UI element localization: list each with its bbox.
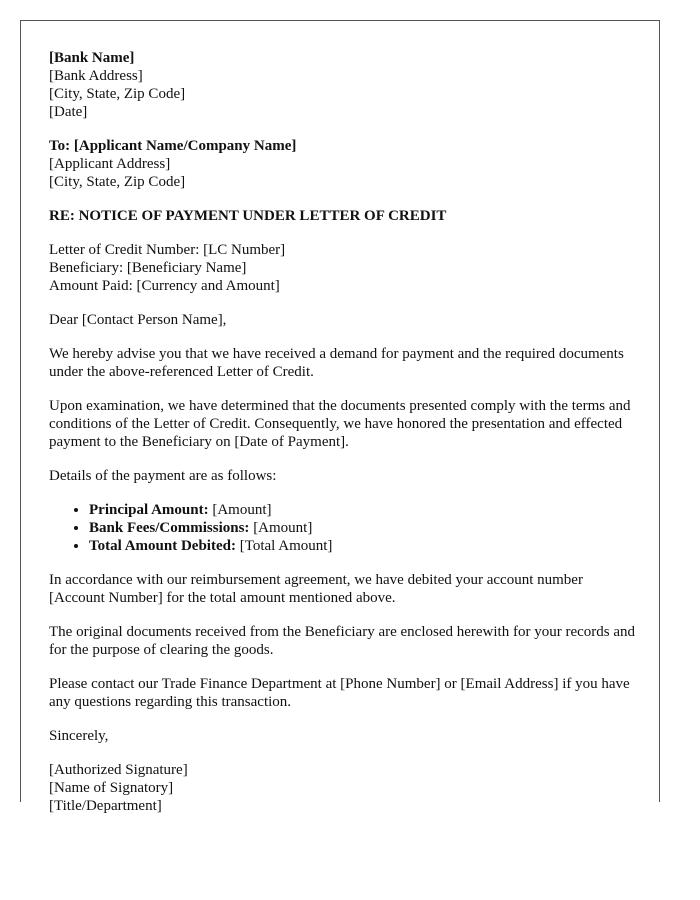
detail-label: Bank Fees/Commissions: [89,520,250,536]
list-item [89,519,639,537]
recipient-to-line: To: [Applicant Name/Company Name] [49,138,297,154]
letter-date: [Date] [49,104,88,120]
detail-value: [Total Amount] [235,538,333,554]
paragraph-contact: Please contact our Trade Finance Department at [Phone Number] or [Email Address] if you have any questions regarding this transaction. [49,676,630,710]
letter-page [20,20,660,814]
bank-address: [Bank Address] [49,68,143,84]
recipient-city-state-zip: [City, State, Zip Code] [49,174,186,190]
letter-content [49,49,639,831]
detail-value: [Amount] [249,520,313,536]
bank-city-state-zip: [City, State, Zip Code] [49,86,186,102]
amount-paid: Amount Paid: [Currency and Amount] [49,278,280,294]
salutation: Dear [Contact Person Name], [49,312,227,328]
closing: Sincerely, [49,728,109,744]
signature-block [49,761,639,815]
paragraph-details-intro: Details of the payment are as follows: [49,468,277,484]
reference-block [49,241,639,295]
sender-block [49,49,639,121]
paragraph-demand: We hereby advise you that we have received a demand for payment and the required documents under the above-referenced Letter of Credit. [49,346,624,380]
list-item [89,537,639,555]
paragraph-documents: The original documents received from the Beneficiary are enclosed herewith for your records and for the purpose of clearing the goods. [49,624,636,658]
recipient-block [49,137,639,191]
detail-label: Total Amount Debited: [89,538,236,554]
list-item [89,501,639,519]
bank-name: [Bank Name] [49,50,135,66]
subject-line: RE: NOTICE OF PAYMENT UNDER LETTER OF CREDIT [49,208,447,224]
signatory-name: [Name of Signatory] [49,780,174,796]
beneficiary: Beneficiary: [Beneficiary Name] [49,260,247,276]
authorized-signature: [Authorized Signature] [49,762,188,778]
signatory-title: [Title/Department] [49,798,162,814]
paragraph-reimbursement: In accordance with our reimbursement agreement, we have debited your account number [Account Number] for the total amount mentioned above. [49,572,583,606]
detail-label: Principal Amount: [89,502,209,518]
payment-details-list [49,501,639,555]
paragraph-examination: Upon examination, we have determined that the documents presented comply with the terms and conditions of the Letter of Credit. Consequently, we have honored the presentation and effected payment to the Beneficiary on [Date of Payment]. [49,398,631,450]
recipient-address: [Applicant Address] [49,156,171,172]
detail-value: [Amount] [208,502,272,518]
lc-number: Letter of Credit Number: [LC Number] [49,242,286,258]
